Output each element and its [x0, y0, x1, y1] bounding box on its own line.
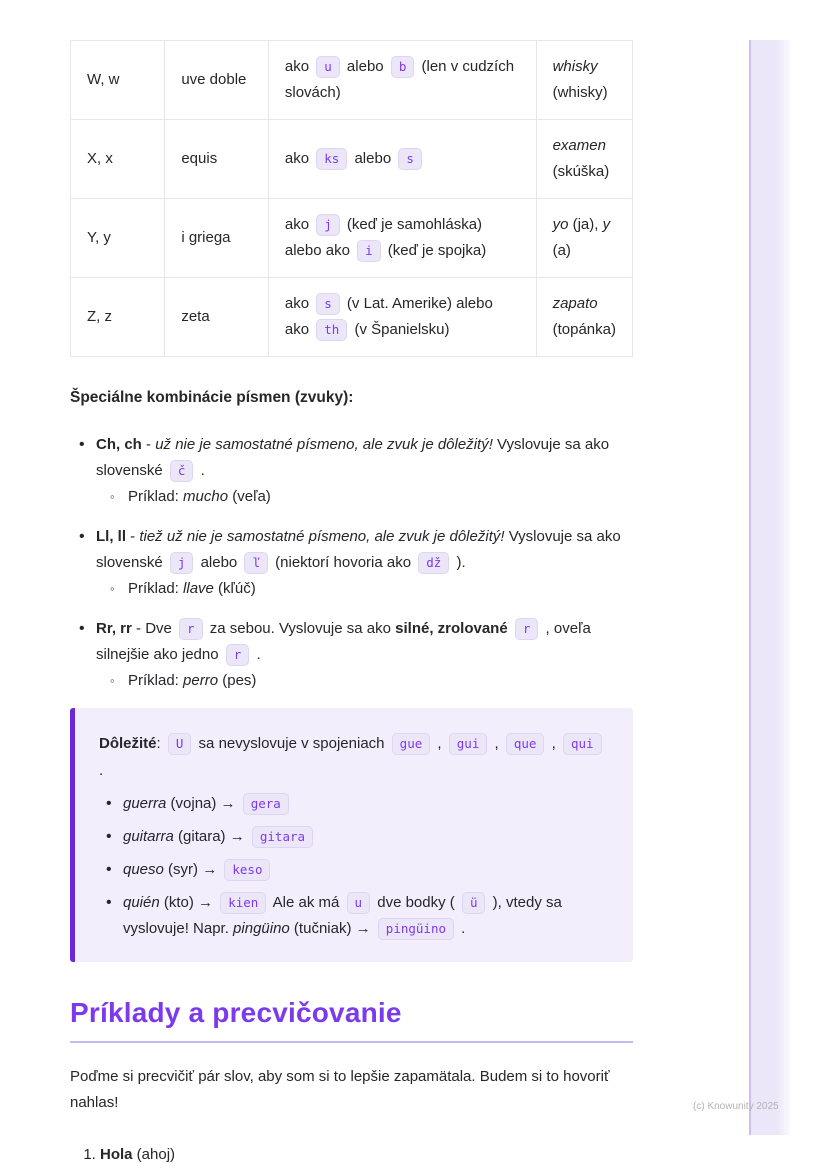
- text-run: Ch, ch: [96, 436, 142, 453]
- text-run: quién: [123, 894, 160, 911]
- pronunciation-cell: [268, 199, 536, 278]
- code-chip: s: [316, 293, 340, 315]
- letter-cell: W, w: [71, 41, 165, 120]
- text-run: už nie je samostatné písmeno, ale zvuk je dôležitý!: [155, 436, 493, 453]
- code-chip: que: [506, 733, 545, 755]
- pronunciation-cell: [268, 41, 536, 120]
- name-cell: i griega: [165, 199, 269, 278]
- special-combinations-list: [70, 432, 633, 694]
- text-run: Príklad:: [128, 488, 184, 505]
- code-chip: j: [316, 214, 340, 236]
- code-chip: U: [168, 733, 192, 755]
- combination-item: [70, 432, 633, 510]
- text-run: .: [252, 646, 261, 663]
- text-run: (skúška): [552, 163, 610, 180]
- text-run: Dôležité: [99, 735, 157, 752]
- text-run: (v Španielsku): [350, 321, 450, 338]
- name-cell: zeta: [165, 278, 269, 357]
- letter-cell: X, x: [71, 120, 165, 199]
- page-content: [70, 40, 633, 1168]
- code-chip: j: [170, 552, 194, 574]
- pronunciation-cell: [268, 120, 536, 199]
- text-run: (syr) →: [163, 861, 222, 878]
- text-run: ako: [284, 216, 314, 233]
- code-chip: i: [357, 240, 381, 262]
- text-run: ako: [284, 150, 314, 167]
- code-chip: r: [226, 644, 250, 666]
- code-chip: dž: [418, 552, 449, 574]
- combination-sub-list: [96, 576, 633, 602]
- text-run: (kľúč): [213, 580, 256, 597]
- text-run: (ja),: [568, 216, 603, 233]
- text-run: queso: [123, 861, 164, 878]
- alphabet-table: [70, 40, 633, 357]
- text-run: (len v cudzích slovách): [284, 58, 515, 101]
- code-chip: kien: [220, 892, 266, 914]
- text-run: mucho: [183, 488, 229, 505]
- text-run: Rr, rr: [96, 620, 132, 637]
- text-run: guerra: [123, 795, 167, 812]
- example-cell: [536, 278, 632, 357]
- important-callout: [70, 708, 633, 962]
- combination-example: [96, 484, 633, 510]
- text-run: guitarra: [123, 828, 174, 845]
- text-run: silné, zrolované: [395, 620, 508, 637]
- combination-text: [96, 616, 633, 668]
- text-run: Príklad:: [128, 672, 184, 689]
- text-run: dve bodky (: [373, 894, 459, 911]
- code-chip: ü: [462, 892, 486, 914]
- text-run: ,: [433, 735, 446, 752]
- text-run: alebo: [196, 554, 242, 571]
- text-run: (whisky): [552, 84, 608, 101]
- combination-example: [96, 668, 633, 694]
- combination-sub-list: [96, 668, 633, 694]
- text-run: tiež už nie je samostatné písmeno, ale zvuk je dôležitý!: [139, 528, 505, 545]
- code-chip: r: [515, 618, 539, 640]
- text-run: (tučniak) →: [289, 920, 375, 937]
- text-run: -: [141, 436, 156, 453]
- code-chip: u: [347, 892, 371, 914]
- text-run: zapato: [552, 295, 598, 312]
- text-run: alebo: [342, 58, 388, 75]
- pronunciation-cell: [268, 278, 536, 357]
- example-cell: [536, 199, 632, 278]
- examples-intro: Poďme si precvičiť pár slov, aby som si to lepšie zapamätala. Budem si to hovoriť nahlas!: [70, 1068, 610, 1111]
- text-run: (v Lat. Amerike) alebo ako: [284, 295, 493, 338]
- callout-item: [99, 791, 609, 817]
- code-chip: s: [398, 148, 422, 170]
- text-run: (topánka): [552, 321, 616, 338]
- watermark: (c) Knowunity 2025: [693, 1101, 779, 1112]
- code-chip: ks: [316, 148, 347, 170]
- text-run: Príklad:: [128, 580, 184, 597]
- text-run: (pes): [218, 672, 257, 689]
- code-chip: r: [179, 618, 203, 640]
- text-run: ,: [490, 735, 503, 752]
- code-chip: pingüino: [378, 918, 454, 940]
- table-row: [71, 278, 633, 357]
- table-row: [71, 41, 633, 120]
- name-cell: uve doble: [165, 41, 269, 120]
- code-chip: b: [391, 56, 415, 78]
- code-chip: u: [316, 56, 340, 78]
- text-run: Hola: [100, 1146, 133, 1163]
- code-chip: ľ: [244, 552, 268, 574]
- table-row: [71, 120, 633, 199]
- text-run: za sebou. Vyslovuje sa ako: [205, 620, 396, 637]
- text-run: Ale ak má: [269, 894, 344, 911]
- callout-list: [99, 791, 609, 942]
- text-run: (keď je samohláska) alebo ako: [284, 216, 483, 259]
- text-run: [508, 620, 512, 637]
- combination-text: [96, 524, 633, 576]
- text-run: (ahoj): [132, 1146, 176, 1163]
- code-chip: gera: [243, 793, 289, 815]
- text-run: ).: [452, 554, 466, 571]
- text-run: whisky: [552, 58, 598, 75]
- code-chip: qui: [563, 733, 602, 755]
- heading-underline: [70, 1041, 633, 1043]
- combination-sub-list: [96, 484, 633, 510]
- letter-cell: Y, y: [71, 199, 165, 278]
- examples-heading: Príklady a precvičovanie: [70, 997, 402, 1028]
- text-run: (a): [552, 242, 571, 259]
- callout-item: [99, 824, 609, 850]
- text-run: .: [457, 920, 466, 937]
- letter-cell: Z, z: [71, 278, 165, 357]
- special-combinations-heading: Špeciálne kombinácie písmen (zvuky):: [70, 389, 354, 406]
- combination-example: [96, 576, 633, 602]
- text-run: , oveľa silnejšie ako jedno: [96, 620, 591, 663]
- name-cell: equis: [165, 120, 269, 199]
- text-run: y: [602, 216, 611, 233]
- example-cell: [536, 41, 632, 120]
- combination-text: [96, 432, 633, 484]
- code-chip: gitara: [252, 826, 313, 848]
- code-chip: gui: [449, 733, 488, 755]
- text-run: :: [156, 735, 165, 752]
- text-run: (niektorí hovoria ako: [270, 554, 416, 571]
- text-run: ako: [284, 295, 314, 312]
- combination-item: [70, 524, 633, 602]
- text-run: .: [196, 462, 205, 479]
- text-run: alebo: [350, 150, 396, 167]
- next-page-edge: [749, 40, 790, 1135]
- table-row: [71, 199, 633, 278]
- text-run: llave: [183, 580, 214, 597]
- alphabet-table-body: [71, 41, 633, 357]
- text-run: sa nevyslovuje v spojeniach: [194, 735, 389, 752]
- example-cell: [536, 120, 632, 199]
- text-run: .: [99, 762, 104, 779]
- text-run: yo: [552, 216, 569, 233]
- text-run: Ll, ll: [96, 528, 126, 545]
- text-run: (keď je spojka): [383, 242, 487, 259]
- text-run: -: [126, 528, 140, 545]
- callout-intro: [99, 730, 609, 784]
- text-run: (gitara) →: [173, 828, 249, 845]
- callout-item: [99, 890, 609, 942]
- practice-item: [100, 1142, 633, 1168]
- text-run: ,: [547, 735, 560, 752]
- text-run: - Dve: [131, 620, 177, 637]
- text-run: Vyslovuje sa ako slovenské: [96, 436, 610, 479]
- text-run: (vojna) →: [166, 795, 240, 812]
- text-run: (kto) →: [159, 894, 218, 911]
- text-run: pingüino: [233, 920, 290, 937]
- text-run: ako: [284, 58, 314, 75]
- code-chip: keso: [224, 859, 270, 881]
- text-run: examen: [552, 137, 606, 154]
- text-run: ), vtedy sa vyslovuje! Napr.: [123, 894, 562, 937]
- combination-item: [70, 616, 633, 694]
- practice-list: [70, 1142, 633, 1168]
- text-run: perro: [183, 672, 219, 689]
- text-run: Vyslovuje sa ako slovenské: [96, 528, 621, 571]
- code-chip: gue: [392, 733, 431, 755]
- code-chip: č: [170, 460, 194, 482]
- callout-item: [99, 857, 609, 883]
- text-run: (veľa): [228, 488, 271, 505]
- code-chip: th: [316, 319, 347, 341]
